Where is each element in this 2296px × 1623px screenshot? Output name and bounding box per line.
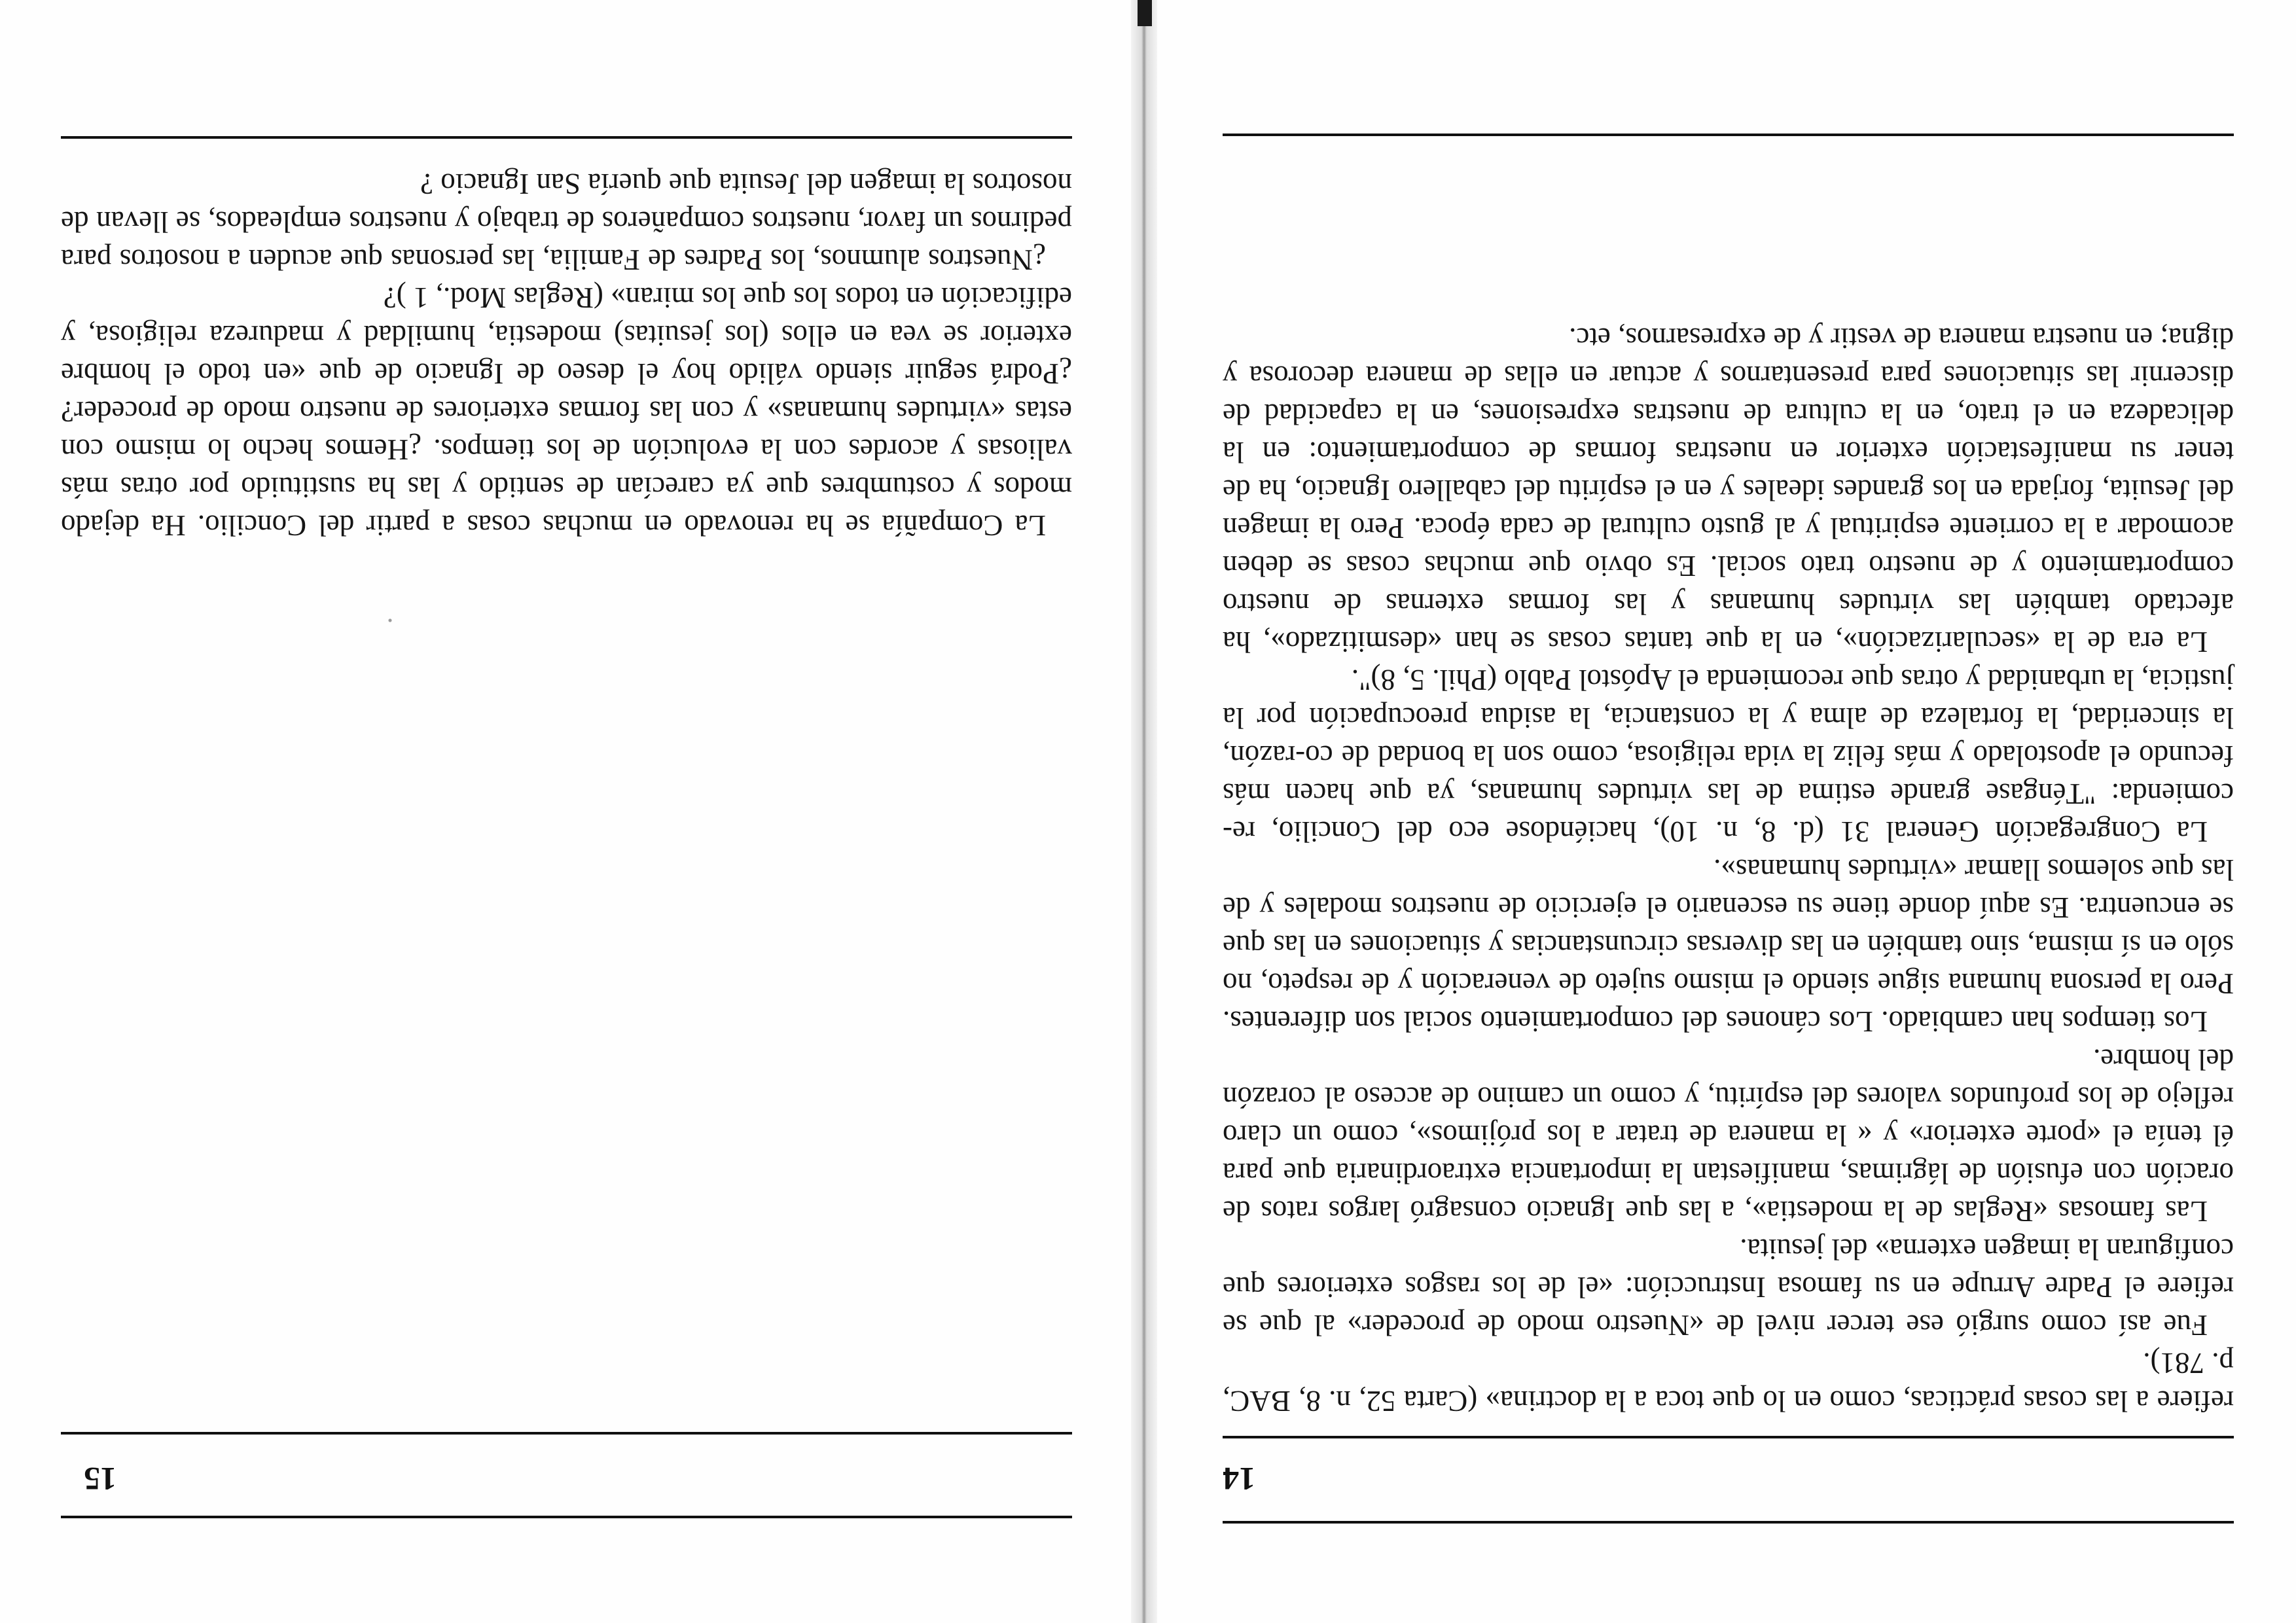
binding-edge [1138, 0, 1152, 26]
paper-speck [386, 616, 395, 625]
paragraph-left-6: La era de la «secularización», en la que tantas cosas se han «desmitizado», ha afectado también las virtudes humanas y las formas externas de nuestro comportamiento y de nuestro trato social. Es obvio que muchas cosas se deben acomodar a la corriente espiritual y al gusto cultural de cada época. Pero la imagen del Jesuita, forjada en los grandes ideales y en el espíritu del caballero Ignacio, ha de tener su manifestación exterior en nuestras formas de comportamiento: en la delicadeza en el trato, en la cultura de nuestras expresiones, en la capacidad de discernir las situaciones para presentarnos y actuar en ellas de manera decorosa y digna; en nuestra manera de vestir y de expresarnos, etc. [1223, 322, 2234, 658]
header-rule-top-right [61, 1516, 1072, 1518]
text-block-left [1223, 319, 2234, 1420]
header-rule-bottom-right [61, 1432, 1072, 1435]
book-gutter [1131, 0, 1157, 1623]
page-number-right: 15 [84, 1461, 117, 1497]
left-page [1157, 0, 2296, 1623]
paragraph-left-2: Fue así como surgió ese tercer nivel de «Nuestro modo de proceder» al que se refiere el Padre Arrupe en su famosa Instrucción: «el de los rasgos exteriores que configuran la imagen externa» del jesuita. [1223, 1233, 2234, 1342]
paragraph-left-4: Los tiempos han cambiado. Los cánones del comportamiento social son diferentes. Pero la persona humana sigue siendo el mismo sujeto de veneración y de respeto, no sólo en sí misma, sino también en las diversas circunstancias y situaciones en las que se encuentra. Es aquí donde tiene su escenario el ejercicio de nuestros modales y de las que solemos llamar «virtudes humanas». [1223, 853, 2234, 1038]
header-rule-top-left [1223, 1521, 2234, 1524]
paragraph-right-2: ¿Nuestros alumnos, los Padres de Familia, las personas que acuden a nosotros para pedirnos un favor, nuestros compañeros de trabajo y nuestros empleados, se llevan de nosotros la imagen del Jesuita que quería San Ignacio ? [61, 168, 1072, 276]
paragraph-right-1: La Compañía se ha renovado en muchas cosas a partir del Concilio. Ha dejado modos y costumbres que ya carecían de sentido y las ha sustituido por otras más valiosas y acordes con la evolución de los tiempos. ¿Hemos hecho lo mismo con estas «virtudes humanas» y con las formas exteriores de nuestro modo de proceder? ¿Podrá seguir siendo válido hoy el deseo de Ignacio de que «en todo el hombre exterior se vea en ellos (los jesuitas) modestia, humildad y madureza religiosa, y edificación en todos los que los miran» (Reglas Mod., 1 )? [61, 281, 1072, 542]
paragraph-left-3: Las famosas «Reglas de la modestia», a las que Ignacio consagró largos ratos de oración con efusión de lágrimas, manifiestan la importancia extraordinaria que para él tenía el «porte exterior» y « la manera de tratar a los prójimos», como un claro reflejo de los profundos valores del espíritu, y como un camino de acceso al corazón del hombre. [1223, 1043, 2234, 1228]
footer-rule-right [61, 136, 1072, 139]
paragraph-left-1: refiere a las cosas prácticas, como en lo que toca a la doctrina» (Carta 52, n. 8, BAC, p. 781). [1223, 1347, 2234, 1418]
header-rule-bottom-left [1223, 1436, 2234, 1438]
page-number-left: 14 [1223, 1461, 1255, 1497]
paragraph-left-5: La Congregación General 31 (d. 8, n. 10), haciéndose eco del Concilio, re-comienda: "Téngase grande estima de las virtudes humanas, ya que hacen más fecundo el apostolado y más feliz la vida religiosa, como son la bondad de co-razón, la sinceridad, la fortaleza de alma y la constancia, la asidua preocupación por la justicia, la urbanidad y otras que recomienda el Apóstol Pablo (Phil. 5, 8)". [1223, 664, 2234, 848]
right-page [0, 0, 1131, 1623]
footer-rule-left [1223, 134, 2234, 136]
text-block-right [61, 165, 1072, 544]
